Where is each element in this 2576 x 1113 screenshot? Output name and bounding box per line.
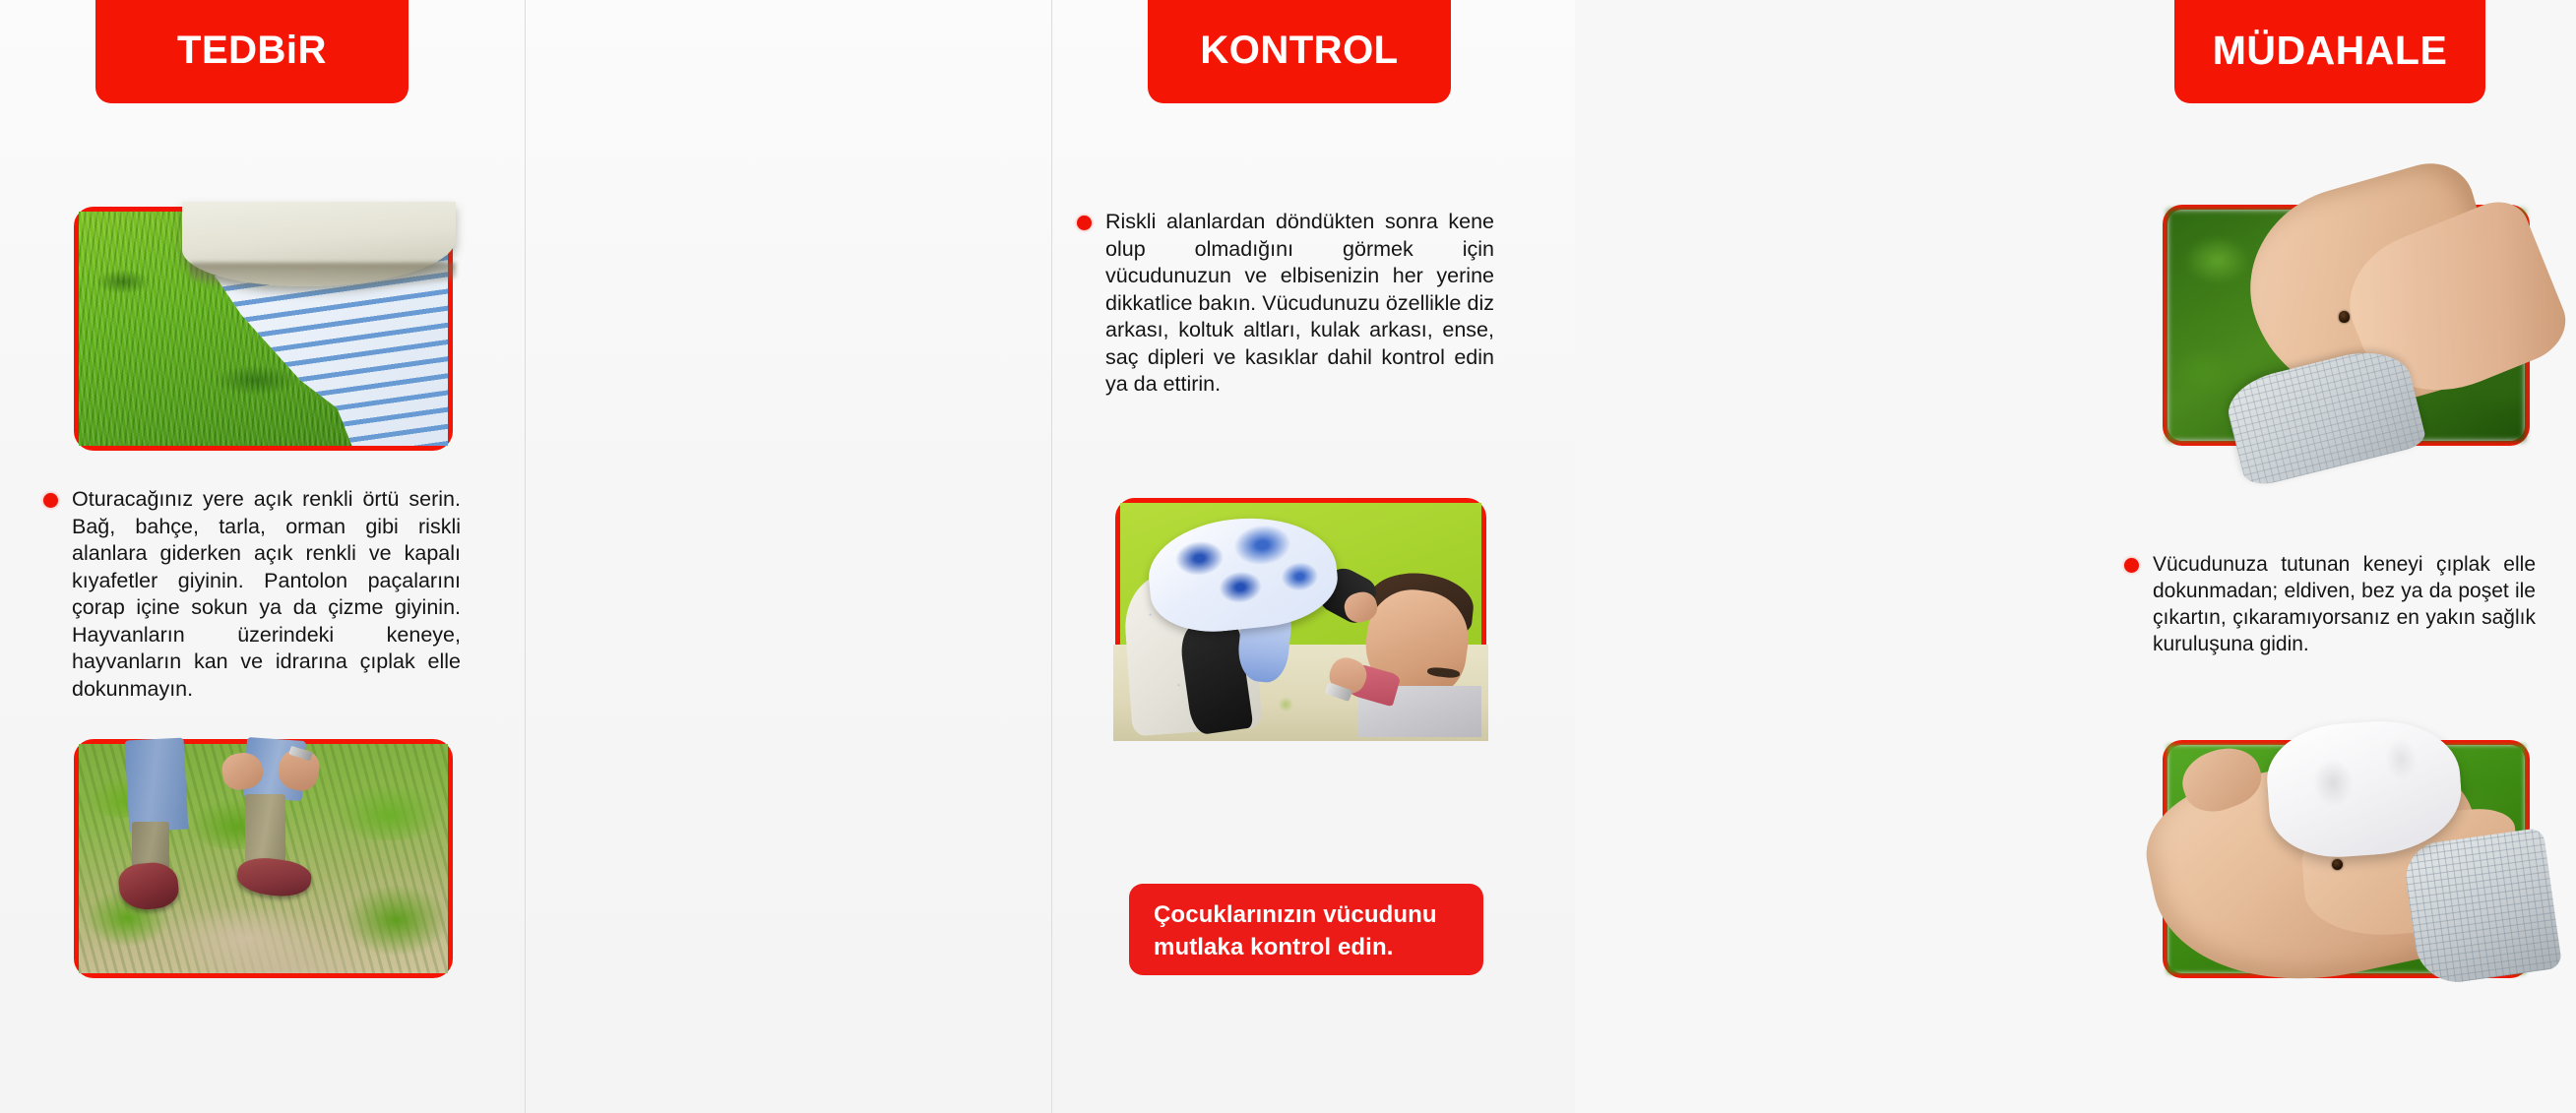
- tick-icon: [2332, 859, 2343, 870]
- bullet-block-tedbir: [43, 486, 461, 703]
- grass-tuft: [338, 785, 441, 840]
- bullet-dot-icon: [2124, 558, 2139, 573]
- header-banner-kontrol: KONTROL: [1148, 0, 1451, 103]
- bullet-text-mudahale: Vücudunuza tutunan keneyi çıplak elle dokunmadan; eldiven, bez ya da poşet ile çıkartın, çıkaramıyorsanız en yakın sağlık kuruluşuna gidin.: [2153, 553, 2536, 655]
- header-banner-tedbir: TEDBiR: [95, 0, 408, 103]
- bullet-block-mudahale: [2124, 551, 2536, 657]
- photo-light-colored-blanket-on-grass: [74, 207, 453, 451]
- bullet-text-tedbir: Oturacağınız yere açık renkli örtü serin. Bağ, bahçe, tarla, orman gibi riskli alanlara giderken açık renkli ve kapalı kıyafetler giyinin. Pantolon paçalarını çorap içine sokun ya da çizme giyinin. Hayvanların üzerindeki keneye, hayvanların kan ve idrarına çıplak elle dokunmayın.: [72, 487, 461, 701]
- grass-tuft: [345, 886, 448, 955]
- column-mudahale: [1052, 0, 2536, 1113]
- photo-removing-tick-with-cloth: [2163, 740, 2530, 978]
- bullet-dot-icon: [43, 493, 58, 508]
- photo-tick-attached-to-forearm: [2163, 205, 2530, 446]
- bullet-text-kontrol: Riskli alanlardan döndükten sonra kene olup olmadığını görmek için vücudunuzun ve elbisenizin her yerine dikkatlice bakın. Vücudunuzu özellikle diz arkası, koltuk altları, kulak arkası, ense, saç dipleri ve kasıklar dahil kontrol edin ya da ettirin.: [1105, 210, 1494, 396]
- column-tedbir: [0, 0, 525, 1113]
- column-kontrol: [526, 0, 1494, 1113]
- photo-tucking-trousers-into-socks: [74, 739, 453, 978]
- blanket-fold-shadow: [190, 263, 456, 288]
- callout-check-children: Çocuklarınızın vücudunu mutlaka kontrol edin.: [1129, 884, 1483, 975]
- header-banner-mudahale: MÜDAHALE: [2174, 0, 2485, 103]
- checked-shirt-sleeve: [2402, 827, 2563, 987]
- jeans-leg-left: [124, 738, 188, 833]
